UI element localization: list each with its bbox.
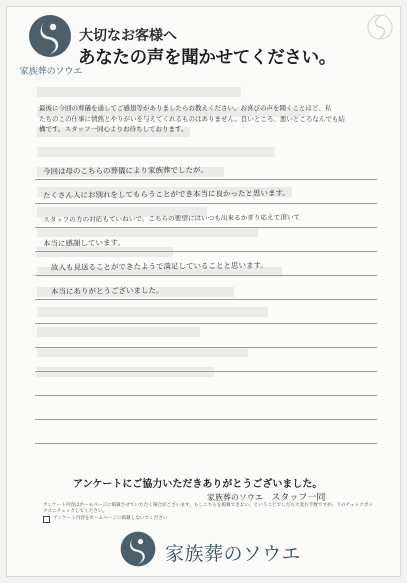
handwritten-line: 故人も見送ることができたようで満足していることと思います。 xyxy=(50,260,268,272)
ruled-line xyxy=(35,323,377,324)
intro-text xyxy=(39,103,377,135)
ruled-line xyxy=(35,395,377,396)
comment-writing-area xyxy=(35,155,385,455)
faded-logo-icon xyxy=(366,13,394,41)
ruled-line xyxy=(35,347,377,348)
ruled-line xyxy=(35,299,377,300)
greeting-heading: 大切なお客様へ xyxy=(79,28,177,44)
footer-logo-icon xyxy=(119,530,157,568)
intro-line: 構です。スタッフ一同心よりお待ちしております。 xyxy=(39,125,188,133)
notice-text: アンケート内容はホームページに掲載させていただく場合がございます。もしこちらを掲載できない、ということでしたら大変お手数ですが、下のチェックボックスにチェックしてください。 xyxy=(43,503,373,515)
signature-brand: 家族葬のソウエ xyxy=(207,493,263,502)
ruled-line xyxy=(35,275,377,276)
signature xyxy=(207,490,325,503)
handwritten-line: 本当に感謝しています。 xyxy=(42,238,125,248)
handwritten-line: たくさん人にお別れをしてもらうことができ本当に良かったと思います。 xyxy=(42,188,290,200)
ruled-line xyxy=(35,227,377,228)
brand-name-small: 家族葬のソウエ xyxy=(19,67,83,77)
survey-sheet xyxy=(6,6,401,577)
ruled-line xyxy=(35,371,377,372)
publication-notice xyxy=(43,503,373,523)
handwritten-line: 本当にありがとうございました。 xyxy=(50,285,164,296)
thanks-message: アンケートにご協力いただきありがとうございました。 xyxy=(73,479,323,490)
ruled-line xyxy=(35,251,377,252)
ruled-line xyxy=(35,419,377,420)
page-title: あなたの声を聞かせてください。 xyxy=(78,48,336,68)
signature-staff: スタッフ一同 xyxy=(271,493,326,503)
ruled-line xyxy=(35,179,377,180)
intro-line: たちのこの仕事に情熱とやりがいを与えてくれるものはありません。良いところ、悪いところなんでも結 xyxy=(39,114,345,123)
no-publish-option[interactable] xyxy=(43,516,373,523)
brand-logo-icon xyxy=(27,13,73,59)
no-publish-checkbox[interactable] xyxy=(43,516,50,523)
handwritten-line: スタッフの方の対応もていねいで、こちらの要望にはいつも出来るかぎり応えて頂いて xyxy=(42,213,301,224)
footer-brand-name: 家族葬のソウエ xyxy=(165,543,302,565)
handwritten-line: 今回は母のこちらの葬儀により家族葬でしたが、 xyxy=(42,165,209,176)
ruled-line xyxy=(35,203,377,204)
intro-line: 最後に今回の葬儀を通してご感想等がありましたらお教えください。お喜びの声を聞くことほど、私 xyxy=(39,104,332,112)
no-publish-label: アンケート内容をホームページに掲載しないでください xyxy=(53,516,168,522)
ruled-line xyxy=(35,443,377,444)
